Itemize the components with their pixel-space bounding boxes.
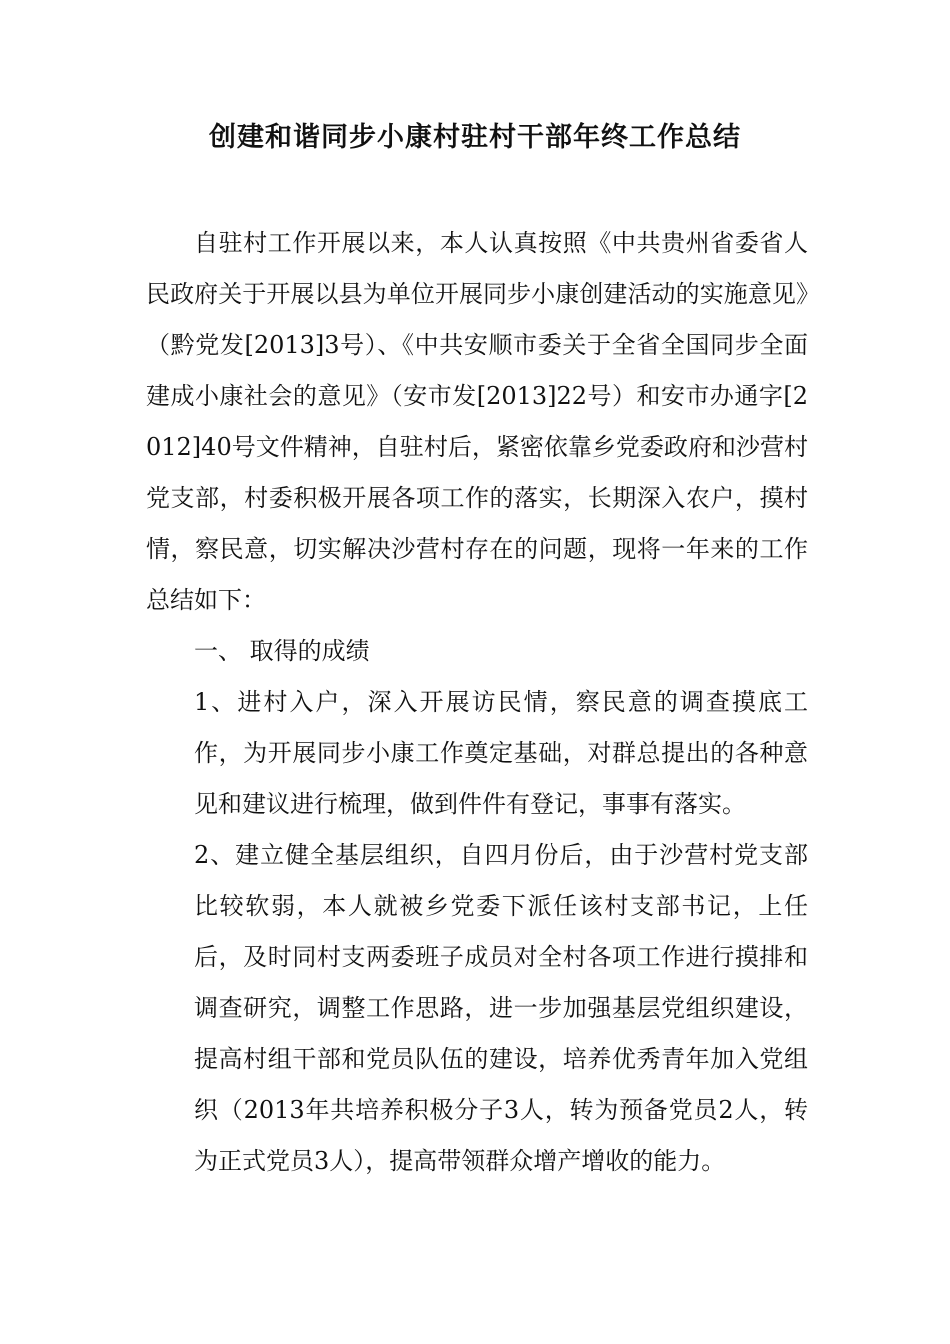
document-body [146,218,808,1187]
section-heading: 一、 取得的成绩 [194,637,370,665]
document-title: 创建和谐同步小康村驻村干部年终工作总结 [209,122,741,153]
list-item: 2、建立健全基层组织，自四月份后，由于沙营村党支部比较软弱，本人就被乡党委下派任该村支部书记，上任后，及时同村支两委班子成员对全村各项工作进行摸排和调查研究，调整工作思路，进一步加强基层党组织建设，提高村组干部和党员队伍的建设，培养优秀青年加入党组织（2013年共培养积极分子3人，转为预备党员2人，转为正式党员3人），提高带领群众增产增收的能力。 [194,841,808,1175]
intro-paragraph: 自驻村工作开展以来，本人认真按照《中共贵州省委省人民政府关于开展以县为单位开展同步小康创建活动的实施意见》（黔党发[2013]3号）、《中共安顺市委关于全省全国同步全面建成小康社会的意见》（安市发[2013]22号）和安市办通字[2012]40号文件精神，自驻村后，紧密依靠乡党委政府和沙营村党支部，村委积极开展各项工作的落实，长期深入农户，摸村情，察民意，切实解决沙营村存在的问题，现将一年来的工作总结如下： [146,229,808,614]
list-item: 1、进村入户，深入开展访民情，察民意的调查摸底工作，为开展同步小康工作奠定基础，对群总提出的各种意见和建议进行梳理，做到件件有登记，事事有落实。 [194,688,808,818]
